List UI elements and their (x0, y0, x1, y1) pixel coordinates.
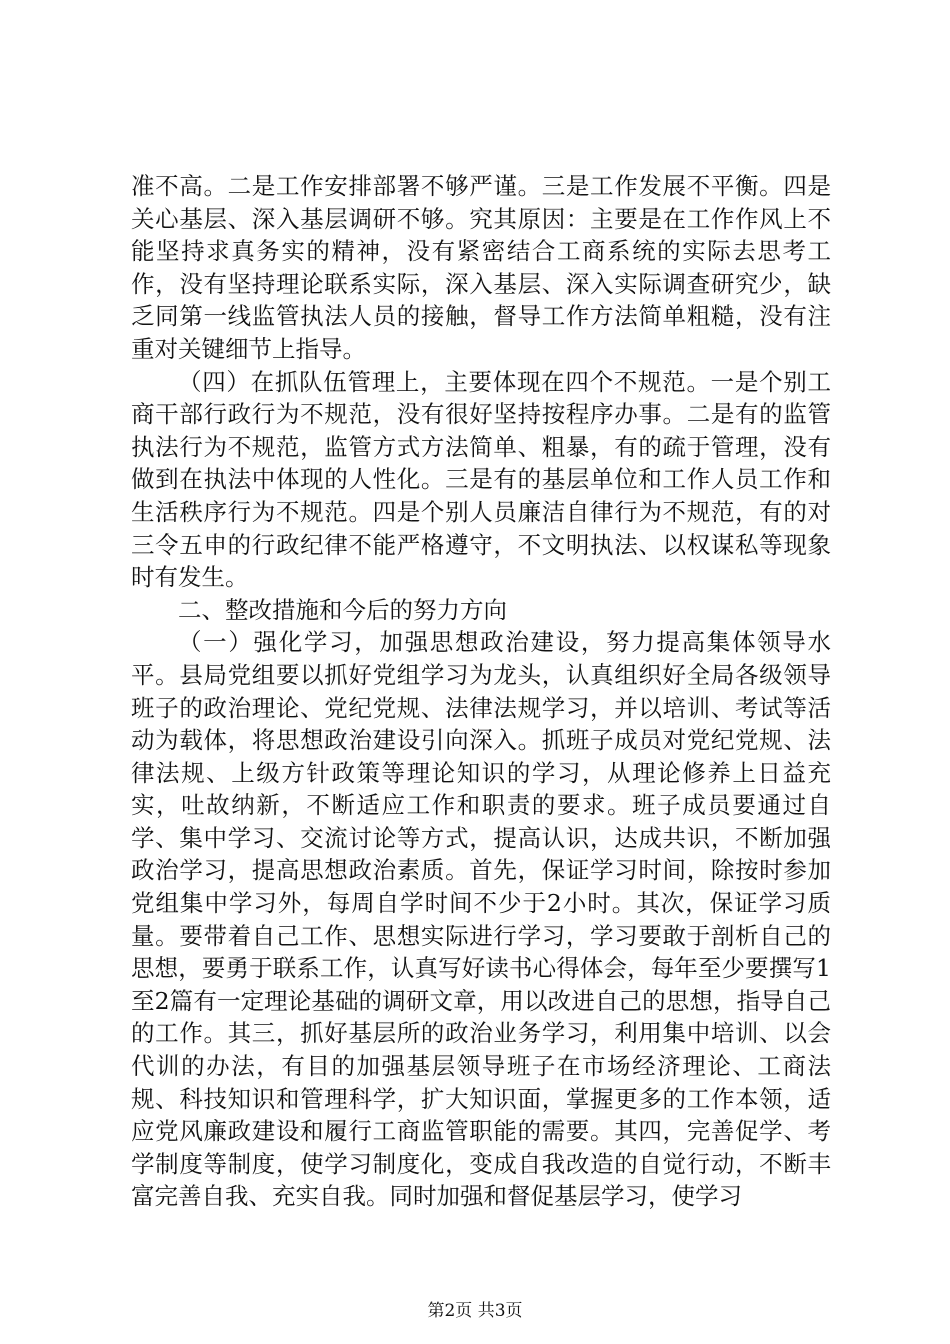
document-body (131, 170, 831, 1213)
paragraph-strengthen-study: （一）强化学习，加强思想政治建设，努力提高集体领导水平。县局党组要以抓好党组学习为龙头，认真组织好全局各级领导班子的政治理论、党纪党规、法律法规学习，并以培训、考试等活动为载体，将思想政治建设引向深入。抓班子成员对党纪党规、法律法规、上级方针政策等理论知识的学习，从理论修养上日益充实，吐故纳新，不断适应工作和职责的要求。班子成员要通过自学、集中学习、交流讨论等方式，提高认识，达成共识，不断加强政治学习，提高思想政治素质。首先，保证学习时间，除按时参加党组集中学习外，每周自学时间不少于2小时。其次，保证学习质量。要带着自己工作、思想实际进行学习，学习要敢于剖析自己的思想，要勇于联系工作，认真写好读书心得体会，每年至少要撰写1至2篇有一定理论基础的调研文章，用以改进自己的思想，指导自己的工作。其三，抓好基层所的政治业务学习，利用集中培训、以会代训的办法，有目的加强基层领导班子在市场经济理论、工商法规、科技知识和管理科学，扩大知识面，掌握更多的工作本领，适应党风廉政建设和履行工商监管职能的需要。其四，完善促学、考学制度等制度，使学习制度化，变成自我改造的自觉行动，不断丰富完善自我、充实自我。同时加强和督促基层学习，使学习 (131, 628, 831, 1211)
section-heading-rectification: 二、整改措施和今后的努力方向 (178, 595, 507, 624)
paragraph-team-management: （四）在抓队伍管理上，主要体现在四个不规范。一是个别工商干部行政行为不规范，没有很好坚持按程序办事。二是有的监管执法行为不规范，监管方式方法简单、粗暴，有的疏于管理，没有做到在执法中体现的人性化。三是有的基层单位和工作人员工作和生活秩序行为不规范。四是个别人员廉洁自律行为不规范，有的对三令五申的行政纪律不能严格遵守，不文明执法、以权谋私等现象时有发生。 (131, 367, 831, 592)
paragraph-continuation: 准不高。二是工作安排部署不够严谨。三是工作发展不平衡。四是关心基层、深入基层调研不够。究其原因：主要是在工作作风上不能坚持求真务实的精神，没有紧密结合工商系统的实际去思考工作，没有坚持理论联系实际，深入基层、深入实际调查研究少，缺乏同第一线监管执法人员的接触，督导工作方法简单粗糙，没有注重对关键细节上指导。 (131, 172, 831, 363)
page-number-footer: 第2页 共3页 (427, 1301, 523, 1321)
